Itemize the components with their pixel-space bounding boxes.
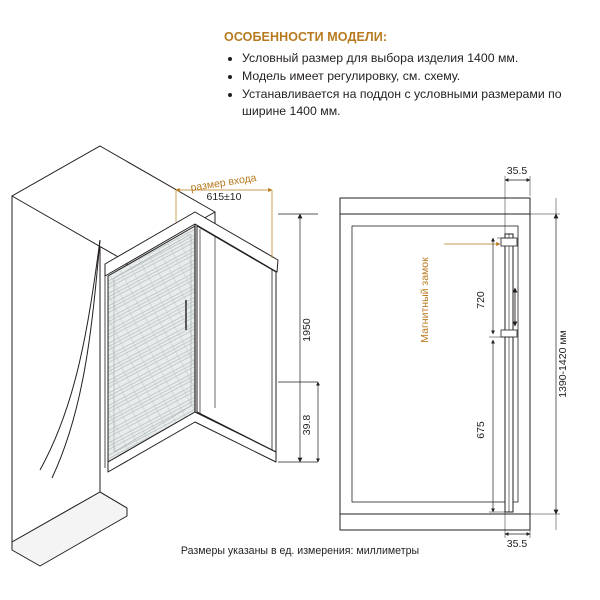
lower-value: 675	[475, 421, 487, 439]
footer-note: Размеры указаны в ед. измерения: миллиметры	[180, 545, 420, 557]
right-front-view	[340, 198, 530, 530]
bottom-value: 39.8	[301, 414, 313, 436]
list-item: • Условный размер для выбора изделия 1400 мм.	[242, 50, 584, 67]
bottom-value: 35.5	[506, 538, 528, 550]
left-isometric-view	[12, 146, 278, 566]
height-value: 1950	[301, 318, 313, 342]
entrance-label: размер входа	[189, 171, 258, 195]
top-value: 35.5	[506, 165, 528, 177]
features-title: ОСОБЕННОСТИ МОДЕЛИ:	[224, 30, 388, 44]
list-item: • Модель имеет регулировку, см. схему.	[242, 68, 584, 85]
magnetic-lock-label: Магнитный замок	[419, 257, 431, 343]
list-item: • Устанавливается на поддон с условными размерами по ширине 1400 мм.	[242, 86, 584, 120]
entrance-value: 615±10	[206, 191, 242, 203]
adjust-value: 720	[475, 291, 487, 309]
total-height-value: 1390-1420 мм	[557, 330, 569, 398]
